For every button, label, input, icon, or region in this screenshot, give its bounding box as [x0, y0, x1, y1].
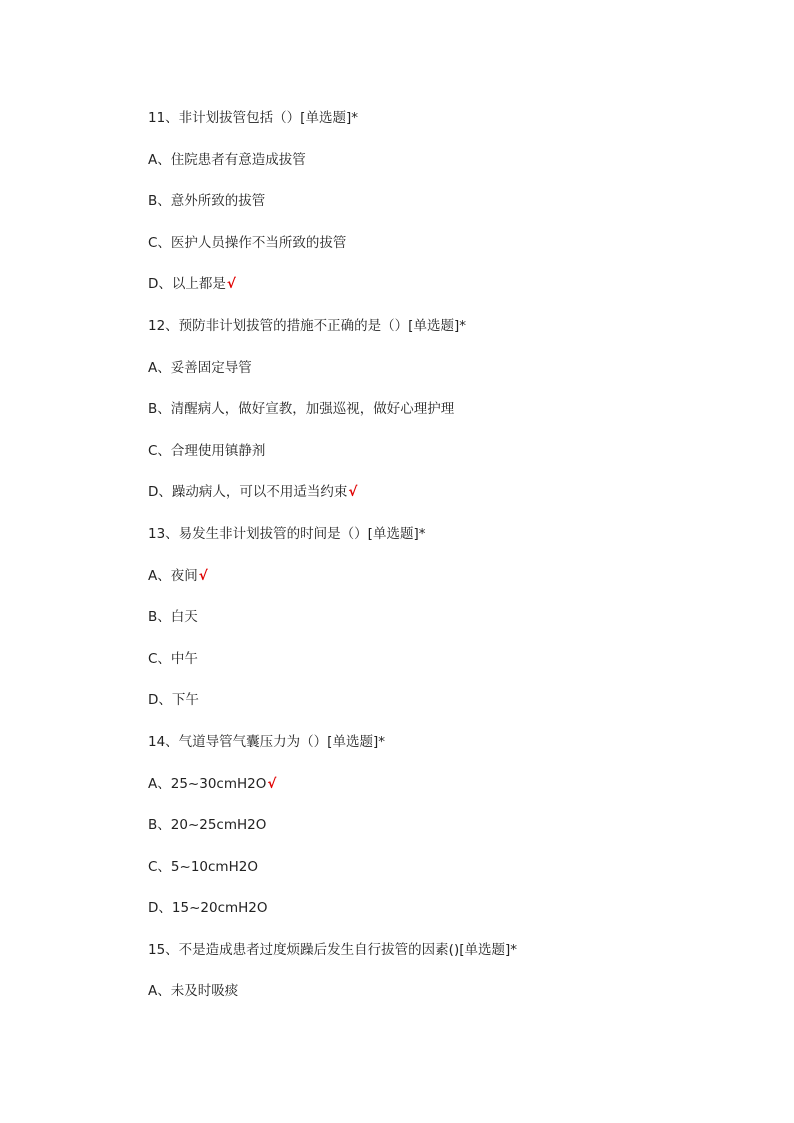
option-text: D、以上都是: [148, 276, 226, 293]
option: [148, 980, 748, 1022]
option-text: B、白天: [148, 609, 198, 626]
question-title: 15、不是造成患者过度烦躁后发生自行拔管的因素()[单选题]*: [148, 941, 517, 958]
option-text: A、夜间: [148, 567, 198, 584]
question-13: [148, 523, 748, 731]
check-mark-icon: √: [198, 567, 208, 584]
option: [148, 440, 748, 482]
option: [148, 481, 748, 523]
option: [148, 149, 748, 191]
check-mark-icon: √: [267, 775, 277, 792]
option: [148, 565, 748, 607]
option: [148, 814, 748, 856]
option-text: C、5~10cmH2O: [148, 858, 258, 875]
option: [148, 273, 748, 315]
option: [148, 897, 748, 939]
question-12: [148, 315, 748, 523]
option-text: B、意外所致的拔管: [148, 193, 266, 210]
question-14: [148, 731, 748, 939]
option-text: D、下午: [148, 692, 199, 709]
option-text: C、合理使用镇静剂: [148, 442, 266, 459]
option-text: A、未及时吸痰: [148, 983, 239, 1000]
option: [148, 856, 748, 898]
check-mark-icon: √: [226, 276, 236, 293]
check-mark-icon: √: [348, 484, 358, 501]
option: [148, 398, 748, 440]
option-text: D、躁动病人，可以不用适当约束: [148, 484, 348, 501]
option-text: A、住院患者有意造成拔管: [148, 151, 306, 168]
question-title: 12、预防非计划拔管的措施不正确的是（）[单选题]*: [148, 317, 466, 334]
option-text: A、妥善固定导管: [148, 359, 252, 376]
option: [148, 606, 748, 648]
option: [148, 773, 748, 815]
option: [148, 689, 748, 731]
option-text: B、清醒病人，做好宣教，加强巡视，做好心理护理: [148, 401, 455, 418]
question-11: [148, 107, 748, 315]
document-page: [148, 107, 748, 1022]
option-text: D、15~20cmH2O: [148, 900, 268, 917]
option-text: B、20~25cmH2O: [148, 817, 267, 834]
option: [148, 648, 748, 690]
option-text: A、25~30cmH2O: [148, 775, 267, 792]
option-text: C、医护人员操作不当所致的拔管: [148, 234, 347, 251]
question-title: 14、气道导管气囊压力为（）[单选题]*: [148, 733, 385, 750]
question-title: 11、非计划拔管包括（）[单选题]*: [148, 110, 358, 126]
option: [148, 190, 748, 232]
question-15: [148, 939, 748, 1022]
question-title: 13、易发生非计划拔管的时间是（）[单选题]*: [148, 525, 426, 542]
option: [148, 232, 748, 274]
option: [148, 357, 748, 399]
option-text: C、中午: [148, 650, 198, 667]
